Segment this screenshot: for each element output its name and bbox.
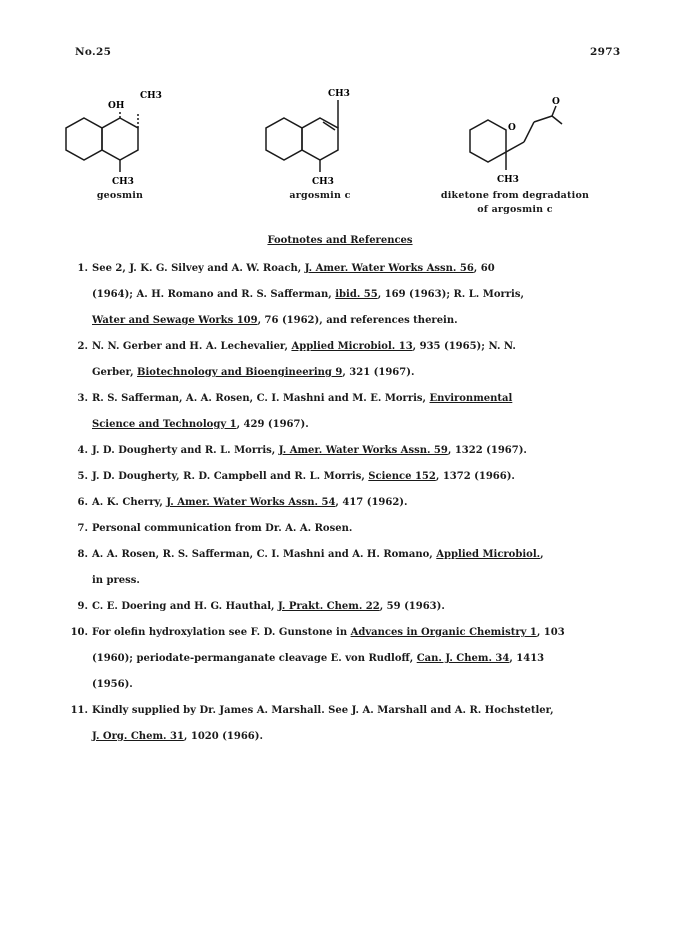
citation-source: ibid. 55 (335, 289, 378, 300)
reference-item (70, 542, 610, 594)
reference-number: 11. (70, 705, 88, 716)
citation-source: Can. J. Chem. 34 (416, 653, 510, 664)
reference-text: Gerber, (92, 367, 138, 378)
geosmin-oh-label: OH (108, 101, 125, 111)
reference-text: J. D. Dougherty, R. D. Campbell and R. L. Morris, (92, 471, 369, 482)
reference-line (92, 360, 610, 386)
citation-source: J. Amer. Water Works Assn. 56 (304, 263, 474, 274)
reference-line (92, 698, 610, 724)
reference-text: , 76 (1962), and references therein. (257, 315, 458, 326)
reference-item (70, 464, 610, 490)
reference-text: , 417 (1962). (335, 497, 408, 508)
reference-item (70, 516, 610, 542)
citation-source: J. Org. Chem. 31 (92, 731, 184, 742)
reference-number: 8. (77, 549, 88, 560)
reference-line (92, 256, 610, 282)
citation-source: Applied Microbiol. 13 (291, 341, 413, 352)
reference-line (92, 464, 610, 490)
reference-text: For olefin hydroxylation see F. D. Gunstone in (92, 627, 351, 638)
reference-text: Kindly supplied by Dr. James A. Marshall. See J. A. Marshall and A. R. Hochstetler, (92, 705, 554, 716)
reference-line (92, 542, 610, 568)
reference-number: 5. (77, 471, 88, 482)
geosmin-ch3-bottom-label: CH3 (112, 177, 134, 187)
reference-text: A. A. Rosen, R. S. Safferman, C. I. Mashni and A. H. Romano, (92, 549, 437, 560)
citation-source: J. Amer. Water Works Assn. 54 (166, 497, 336, 508)
diketone-ch3-bottom-label: CH3 (497, 175, 519, 185)
reference-text: (1956). (92, 679, 133, 690)
reference-item (70, 438, 610, 464)
reference-number: 1. (77, 263, 88, 274)
reference-number: 10. (70, 627, 88, 638)
argosmin-ch3-bottom-label: CH3 (312, 177, 334, 187)
citation-source: Environmental (429, 393, 513, 404)
reference-item (70, 334, 610, 386)
reference-text: , 60 (473, 263, 495, 274)
reference-text: A. K. Cherry, (92, 497, 167, 508)
argosmin-structure (266, 100, 338, 172)
reference-text: , 1020 (1966). (183, 731, 263, 742)
reference-text: , 429 (1967). (236, 419, 309, 430)
reference-number: 2. (77, 341, 88, 352)
geosmin-caption: geosmin (96, 190, 144, 201)
reference-text: , (540, 549, 544, 560)
citation-source: J. Prakt. Chem. 22 (277, 601, 380, 612)
reference-number: 3. (77, 393, 88, 404)
reference-number: 9. (77, 601, 88, 612)
diketone-caption-line1: diketone from degradation (440, 190, 590, 201)
reference-line (92, 672, 610, 698)
reference-number: 4. (77, 445, 88, 456)
reference-line (92, 646, 610, 672)
reference-text: , 169 (1963); R. L. Morris, (377, 289, 524, 300)
reference-text: R. S. Safferman, A. A. Rosen, C. I. Mashni and M. E. Morris, (92, 393, 430, 404)
argosmin-ch3-top-label: CH3 (328, 89, 350, 99)
reference-line (92, 516, 610, 542)
reference-item (70, 698, 610, 750)
diketone-caption-line2: of argosmin c (477, 204, 553, 215)
citation-source: Biotechnology and Bioengineering 9 (137, 367, 343, 378)
reference-text: , 1372 (1966). (435, 471, 515, 482)
citation-source: Science 152 (368, 471, 436, 482)
reference-line (92, 724, 610, 750)
citation-source: Applied Microbiol. (436, 549, 541, 560)
reference-text: (1960); periodate-permanganate cleavage E. von Rudloff, (92, 653, 417, 664)
reference-text: See 2, J. K. G. Silvey and A. W. Roach, (92, 263, 305, 274)
reference-line (92, 334, 610, 360)
reference-line (92, 490, 610, 516)
reference-line (92, 308, 610, 334)
reference-number: 7. (77, 523, 88, 534)
reference-line (92, 386, 610, 412)
reference-text: in press. (92, 575, 140, 586)
reference-text: N. N. Gerber and H. A. Lechevalier, (92, 341, 292, 352)
diketone-o1-label: O (508, 123, 516, 133)
reference-text: C. E. Doering and H. G. Hauthal, (92, 601, 278, 612)
geosmin-structure (66, 110, 138, 172)
reference-line (92, 438, 610, 464)
reference-line (92, 282, 610, 308)
citation-source: Advances in Organic Chemistry 1 (350, 627, 537, 638)
reference-item (70, 490, 610, 516)
reference-text: , 321 (1967). (342, 367, 415, 378)
journal-issue-number: No.25 (75, 46, 112, 58)
reference-text: , 59 (1963). (379, 601, 445, 612)
reference-text: (1964); A. H. Romano and R. S. Safferman, (92, 289, 336, 300)
reference-item (70, 386, 610, 438)
reference-item (70, 620, 610, 698)
citation-source: Science and Technology 1 (92, 419, 237, 430)
reference-text: , 103 (536, 627, 565, 638)
argosmin-caption: argosmin c (289, 190, 351, 201)
reference-text: Personal communication from Dr. A. A. Rosen. (92, 523, 353, 534)
reference-line (92, 412, 610, 438)
reference-item (70, 594, 610, 620)
diketone-o2-label: O (552, 97, 560, 107)
footnotes-heading: Footnotes and References (267, 235, 413, 246)
reference-text: , 935 (1965); N. N. (412, 341, 516, 352)
reference-line (92, 620, 610, 646)
citation-source: J. Amer. Water Works Assn. 59 (278, 445, 448, 456)
reference-item (70, 256, 610, 334)
reference-text: , 1322 (1967). (447, 445, 527, 456)
geosmin-ch3-top-label: CH3 (140, 91, 162, 101)
diketone-structure (470, 106, 562, 170)
reference-number: 6. (77, 497, 88, 508)
citation-source: Water and Sewage Works 109 (92, 315, 258, 326)
page-number: 2973 (590, 46, 621, 58)
reference-line (92, 594, 610, 620)
reference-text: , 1413 (509, 653, 545, 664)
reference-text: J. D. Dougherty and R. L. Morris, (92, 445, 279, 456)
reference-line (92, 568, 610, 594)
